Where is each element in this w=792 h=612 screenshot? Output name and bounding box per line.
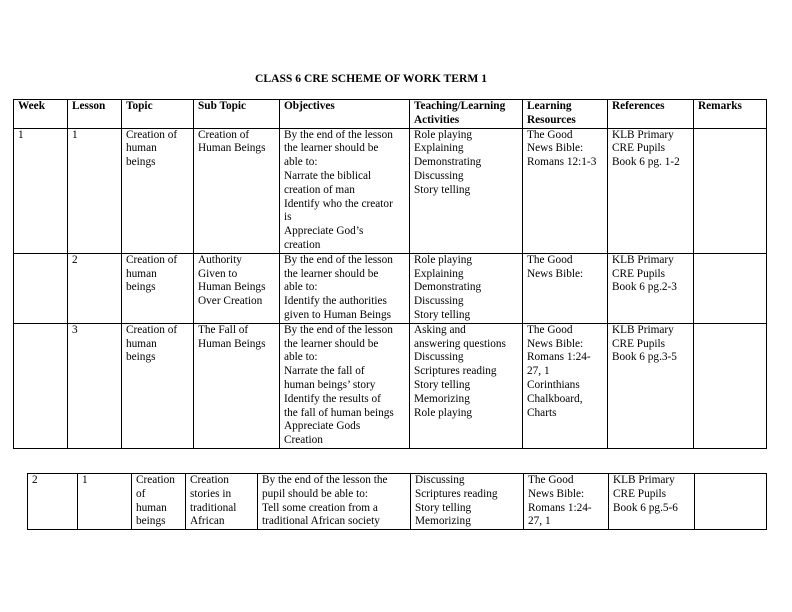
objectives-cell: By the end of the lesson the pupil should be able to: Tell some creation from a traditional African society	[258, 474, 411, 530]
objectives-cell: By the end of the lesson the learner should be able to: Narrate the fall of human beings’ story Identify the results of the fall of human beings Appreciate Gods Creation	[280, 323, 410, 448]
topic-cell: Creation of human beings	[122, 323, 194, 448]
subtopic-cell: The Fall of Human Beings	[194, 323, 280, 448]
table-row	[14, 128, 767, 253]
resources-cell: The Good News Bible: Romans 1:24- 27, 1	[524, 474, 609, 530]
header-cell: Topic	[122, 100, 194, 129]
scheme-table	[13, 99, 767, 449]
lesson-cell: 1	[68, 128, 122, 253]
references-cell: KLB Primary CRE Pupils Book 6 pg. 1-2	[608, 128, 694, 253]
header-cell: Sub Topic	[194, 100, 280, 129]
table-row	[28, 474, 767, 530]
objectives-cell: By the end of the lesson the learner should be able to: Identify the authorities given to Human Beings	[280, 253, 410, 323]
subtopic-cell: Authority Given to Human Beings Over Creation	[194, 253, 280, 323]
activities-cell: Discussing Scriptures reading Story telling Memorizing	[411, 474, 524, 530]
remarks-cell	[694, 253, 767, 323]
resources-cell: The Good News Bible: Romans 1:24- 27, 1 Corinthians Chalkboard, Charts	[523, 323, 608, 448]
table-row	[14, 253, 767, 323]
references-cell: KLB Primary CRE Pupils Book 6 pg.2-3	[608, 253, 694, 323]
lesson-cell: 1	[78, 474, 132, 530]
activities-cell: Role playing Explaining Demonstrating Discussing Story telling	[410, 253, 523, 323]
header-cell: References	[608, 100, 694, 129]
header-cell: Lesson	[68, 100, 122, 129]
activities-cell: Asking and answering questions Discussing Scriptures reading Story telling Memorizing Role playing	[410, 323, 523, 448]
header-cell: Remarks	[694, 100, 767, 129]
topic-cell: Creation of human beings	[132, 474, 186, 530]
resources-cell: The Good News Bible: Romans 12:1-3	[523, 128, 608, 253]
remarks-cell	[695, 474, 767, 530]
week-cell: 2	[28, 474, 78, 530]
week-cell: 1	[14, 128, 68, 253]
subtopic-cell: Creation of Human Beings	[194, 128, 280, 253]
lesson-cell: 2	[68, 253, 122, 323]
topic-cell: Creation of human beings	[122, 128, 194, 253]
header-cell: Week	[14, 100, 68, 129]
header-cell: Teaching/Learning Activities	[410, 100, 523, 129]
continuation-table	[27, 473, 767, 530]
document-title: CLASS 6 CRE SCHEME OF WORK TERM 1	[254, 72, 488, 85]
lesson-cell: 3	[68, 323, 122, 448]
references-cell: KLB Primary CRE Pupils Book 6 pg.3-5	[608, 323, 694, 448]
subtopic-cell: Creation stories in traditional African	[186, 474, 258, 530]
references-cell: KLB Primary CRE Pupils Book 6 pg.5-6	[609, 474, 695, 530]
week-cell	[14, 253, 68, 323]
topic-cell: Creation of human beings	[122, 253, 194, 323]
objectives-cell: By the end of the lesson the learner should be able to: Narrate the biblical creation of man Identify who the creator is Appreciate God’s creation	[280, 128, 410, 253]
header-cell: Learning Resources	[523, 100, 608, 129]
remarks-cell	[694, 128, 767, 253]
header-cell: Objectives	[280, 100, 410, 129]
week-cell	[14, 323, 68, 448]
table-row	[14, 323, 767, 448]
activities-cell: Role playing Explaining Demonstrating Discussing Story telling	[410, 128, 523, 253]
remarks-cell	[694, 323, 767, 448]
header-row	[14, 100, 767, 129]
resources-cell: The Good News Bible:	[523, 253, 608, 323]
